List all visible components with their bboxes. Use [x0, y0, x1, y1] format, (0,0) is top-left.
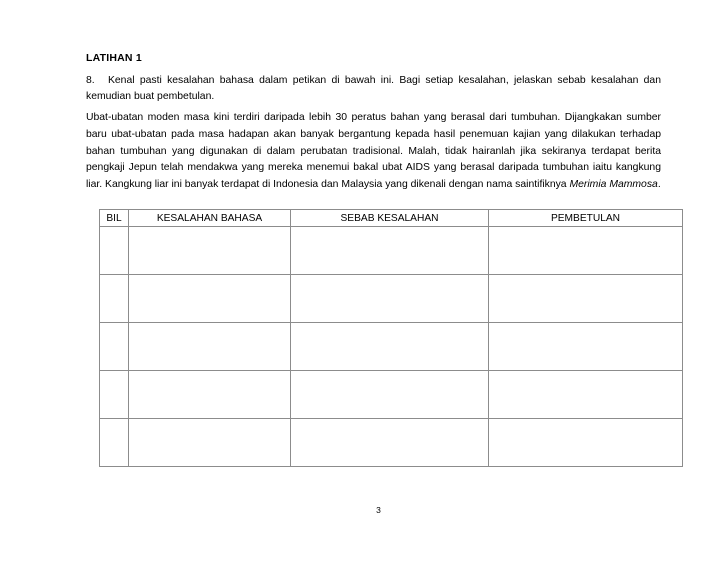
- passage-text: Ubat-ubatan moden masa kini terdiri daripada lebih 30 peratus bahan yang berasal dari tumbuhan. Dijangkakan sumber baru ubat-ubatan pada masa hadapan akan banyak bergantung kepada hasil penemuan kajian yang dilakukan terhadap bahan tumbuhan yang digunakan di dalam perubatan tradisional. Malah, tidak hairanlah jika sekiranya terdapat berita pengkaji Jepun telah mendakwa yang mereka menemui bakal ubat AIDS yang berasal daripada tumbuhan iaitu kangkung liar. Kangkung liar ini banyak terdapat di Indonesia dan Malaysia yang dikenali dengan nama saintifiknya: [86, 112, 661, 191]
- header-bil: BIL: [100, 210, 129, 227]
- cell-pembetulan[interactable]: [489, 323, 683, 371]
- cell-kesalahan-bahasa[interactable]: [129, 275, 291, 323]
- cell-kesalahan-bahasa[interactable]: [129, 227, 291, 275]
- question-text: Kenal pasti kesalahan bahasa dalam petikan di bawah ini. Bagi setiap kesalahan, jelaskan sebab kesalahan dan kemudian buat pembetulan.: [86, 75, 661, 102]
- question: [86, 73, 661, 105]
- table-row: [100, 419, 683, 467]
- cell-pembetulan[interactable]: [489, 227, 683, 275]
- cell-bil[interactable]: [100, 275, 129, 323]
- cell-bil[interactable]: [100, 227, 129, 275]
- passage-scientific-name: Merimia Mammosa: [569, 179, 658, 191]
- answer-table: [99, 209, 683, 467]
- table-row: [100, 371, 683, 419]
- exercise-title: LATIHAN 1: [86, 52, 142, 64]
- cell-bil[interactable]: [100, 323, 129, 371]
- table-row: [100, 227, 683, 275]
- header-kesalahan-bahasa: KESALAHAN BAHASA: [129, 210, 291, 227]
- cell-pembetulan[interactable]: [489, 419, 683, 467]
- cell-pembetulan[interactable]: [489, 275, 683, 323]
- cell-kesalahan-bahasa[interactable]: [129, 371, 291, 419]
- table-header-row: [100, 210, 683, 227]
- header-sebab-kesalahan: SEBAB KESALAHAN: [291, 210, 489, 227]
- cell-sebab-kesalahan[interactable]: [291, 323, 489, 371]
- page-number: 3: [376, 505, 381, 515]
- cell-sebab-kesalahan[interactable]: [291, 227, 489, 275]
- cell-pembetulan[interactable]: [489, 371, 683, 419]
- cell-sebab-kesalahan[interactable]: [291, 275, 489, 323]
- question-number: 8.: [86, 75, 95, 86]
- answer-table-body: [100, 227, 683, 467]
- header-pembetulan: PEMBETULAN: [489, 210, 683, 227]
- table-row: [100, 275, 683, 323]
- cell-kesalahan-bahasa[interactable]: [129, 419, 291, 467]
- cell-bil[interactable]: [100, 419, 129, 467]
- cell-bil[interactable]: [100, 371, 129, 419]
- cell-kesalahan-bahasa[interactable]: [129, 323, 291, 371]
- table-row: [100, 323, 683, 371]
- passage: [86, 110, 661, 194]
- cell-sebab-kesalahan[interactable]: [291, 371, 489, 419]
- passage-end: .: [657, 179, 661, 191]
- cell-sebab-kesalahan[interactable]: [291, 419, 489, 467]
